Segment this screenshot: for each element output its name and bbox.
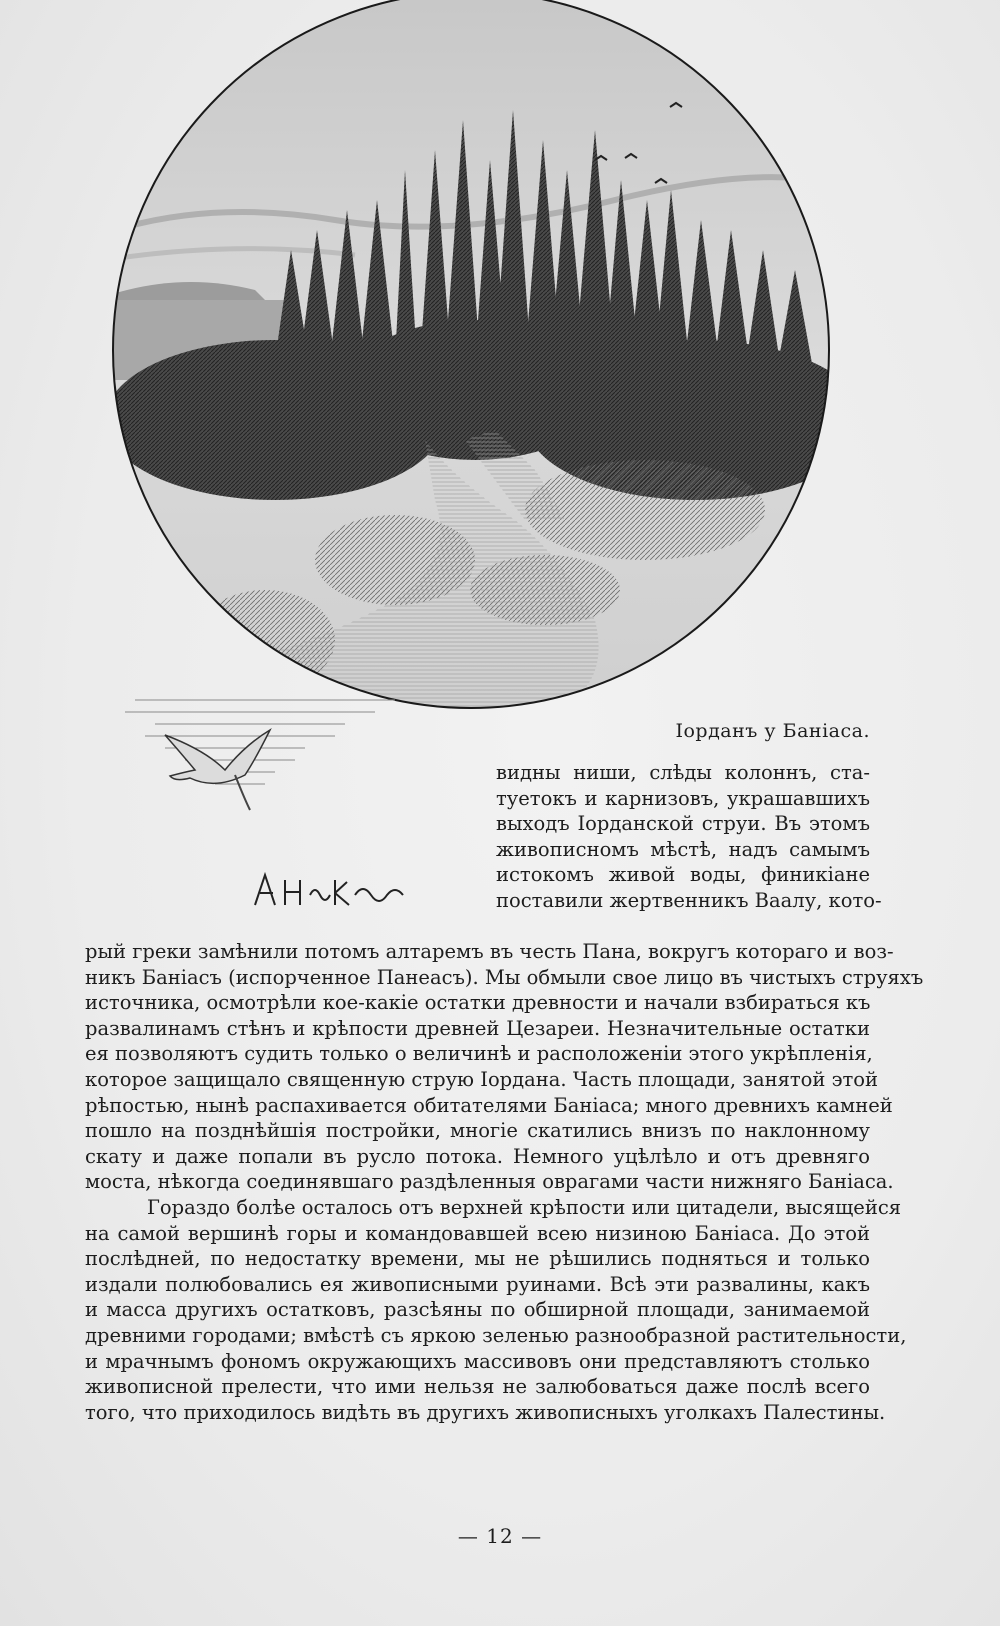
body-text: [85, 939, 924, 1425]
text-line: скату и даже попали въ русло потока. Немного уцѣлѣло и отъ древняго: [85, 1144, 870, 1168]
text-line: живописномъ мѣстѣ, надъ самымъ: [496, 837, 870, 861]
text-line: туетокъ и карнизовъ, украшавшихъ: [496, 786, 870, 810]
text-line: древними городами; вмѣстѣ съ яркою зеленью разнообразной растительности,: [85, 1323, 907, 1347]
illustration-caption: Іорданъ у Баніаса.: [675, 720, 870, 742]
artist-signature: [255, 875, 403, 910]
text-line: истокомъ живой воды, финикіане: [496, 863, 870, 887]
text-line: выходъ Іорданской струи. Въ этомъ: [496, 812, 870, 836]
text-line: развалинамъ стѣнъ и крѣпости древней Цезареи. Незначительные остатки: [85, 1016, 870, 1040]
text-line: которое защищало священную струю Іордана. Часть площади, занятой этой: [85, 1067, 879, 1091]
flying-duck: [165, 730, 270, 810]
text-line: моста, нѣкогда соединявшаго раздѣленныя оврагами части нижняго Баніаса.: [85, 1170, 894, 1194]
page-number: — 12 —: [457, 1524, 543, 1548]
text-line: источника, осмотрѣли кое-какіе остатки древности и начали взбираться къ: [85, 991, 871, 1015]
text-line: поставили жертвенникъ Ваалу, кото-: [496, 888, 882, 912]
text-line: и масса другихъ остатковъ, разсѣяны по обширной площади, занимаемой: [85, 1298, 870, 1322]
text-line: ея позволяютъ судить только о величинѣ и расположеніи этого укрѣпленія,: [85, 1042, 873, 1066]
text-line: живописной прелести, что ими нельзя не залюбоваться даже послѣ всего: [85, 1375, 870, 1399]
text-line: на самой вершинѣ горы и командовавшей всею низиною Баніаса. До этой: [85, 1221, 870, 1245]
text-line: издали полюбовались ея живописными руинами. Всѣ эти развалины, какъ: [85, 1272, 870, 1296]
text-line: видны ниши, слѣды колоннъ, ста-: [496, 761, 870, 784]
text-line: пошло на позднѣйшія постройки, многіе скатились внизъ по наклонному: [85, 1119, 870, 1143]
text-line: того, что приходилось видѣть въ другихъ живописныхъ уголкахъ Палестины.: [85, 1400, 886, 1424]
landscape-scene: [95, 0, 875, 720]
text-line: рый греки замѣнили потомъ алтаремъ въ честь Пана, вокругъ котораго и воз-: [85, 940, 894, 963]
wrapped-paragraph: [496, 760, 882, 914]
text-line: и мрачнымъ фономъ окружающихъ массивовъ они представляютъ столько: [85, 1349, 870, 1373]
paragraph-first-line: Гораздо болѣе осталось отъ верхней крѣпости или цитадели, высящейся: [147, 1195, 902, 1219]
text-line: рѣпостью, нынѣ распахивается обитателями Баніаса; много древнихъ камней: [85, 1093, 893, 1117]
text-line: послѣдней, по недостатку времени, мы не рѣшились подняться и только: [85, 1247, 870, 1271]
text-line: никъ Баніасъ (испорченное Панеасъ). Мы обмыли свое лицо въ чистыхъ струяхъ: [85, 965, 924, 989]
